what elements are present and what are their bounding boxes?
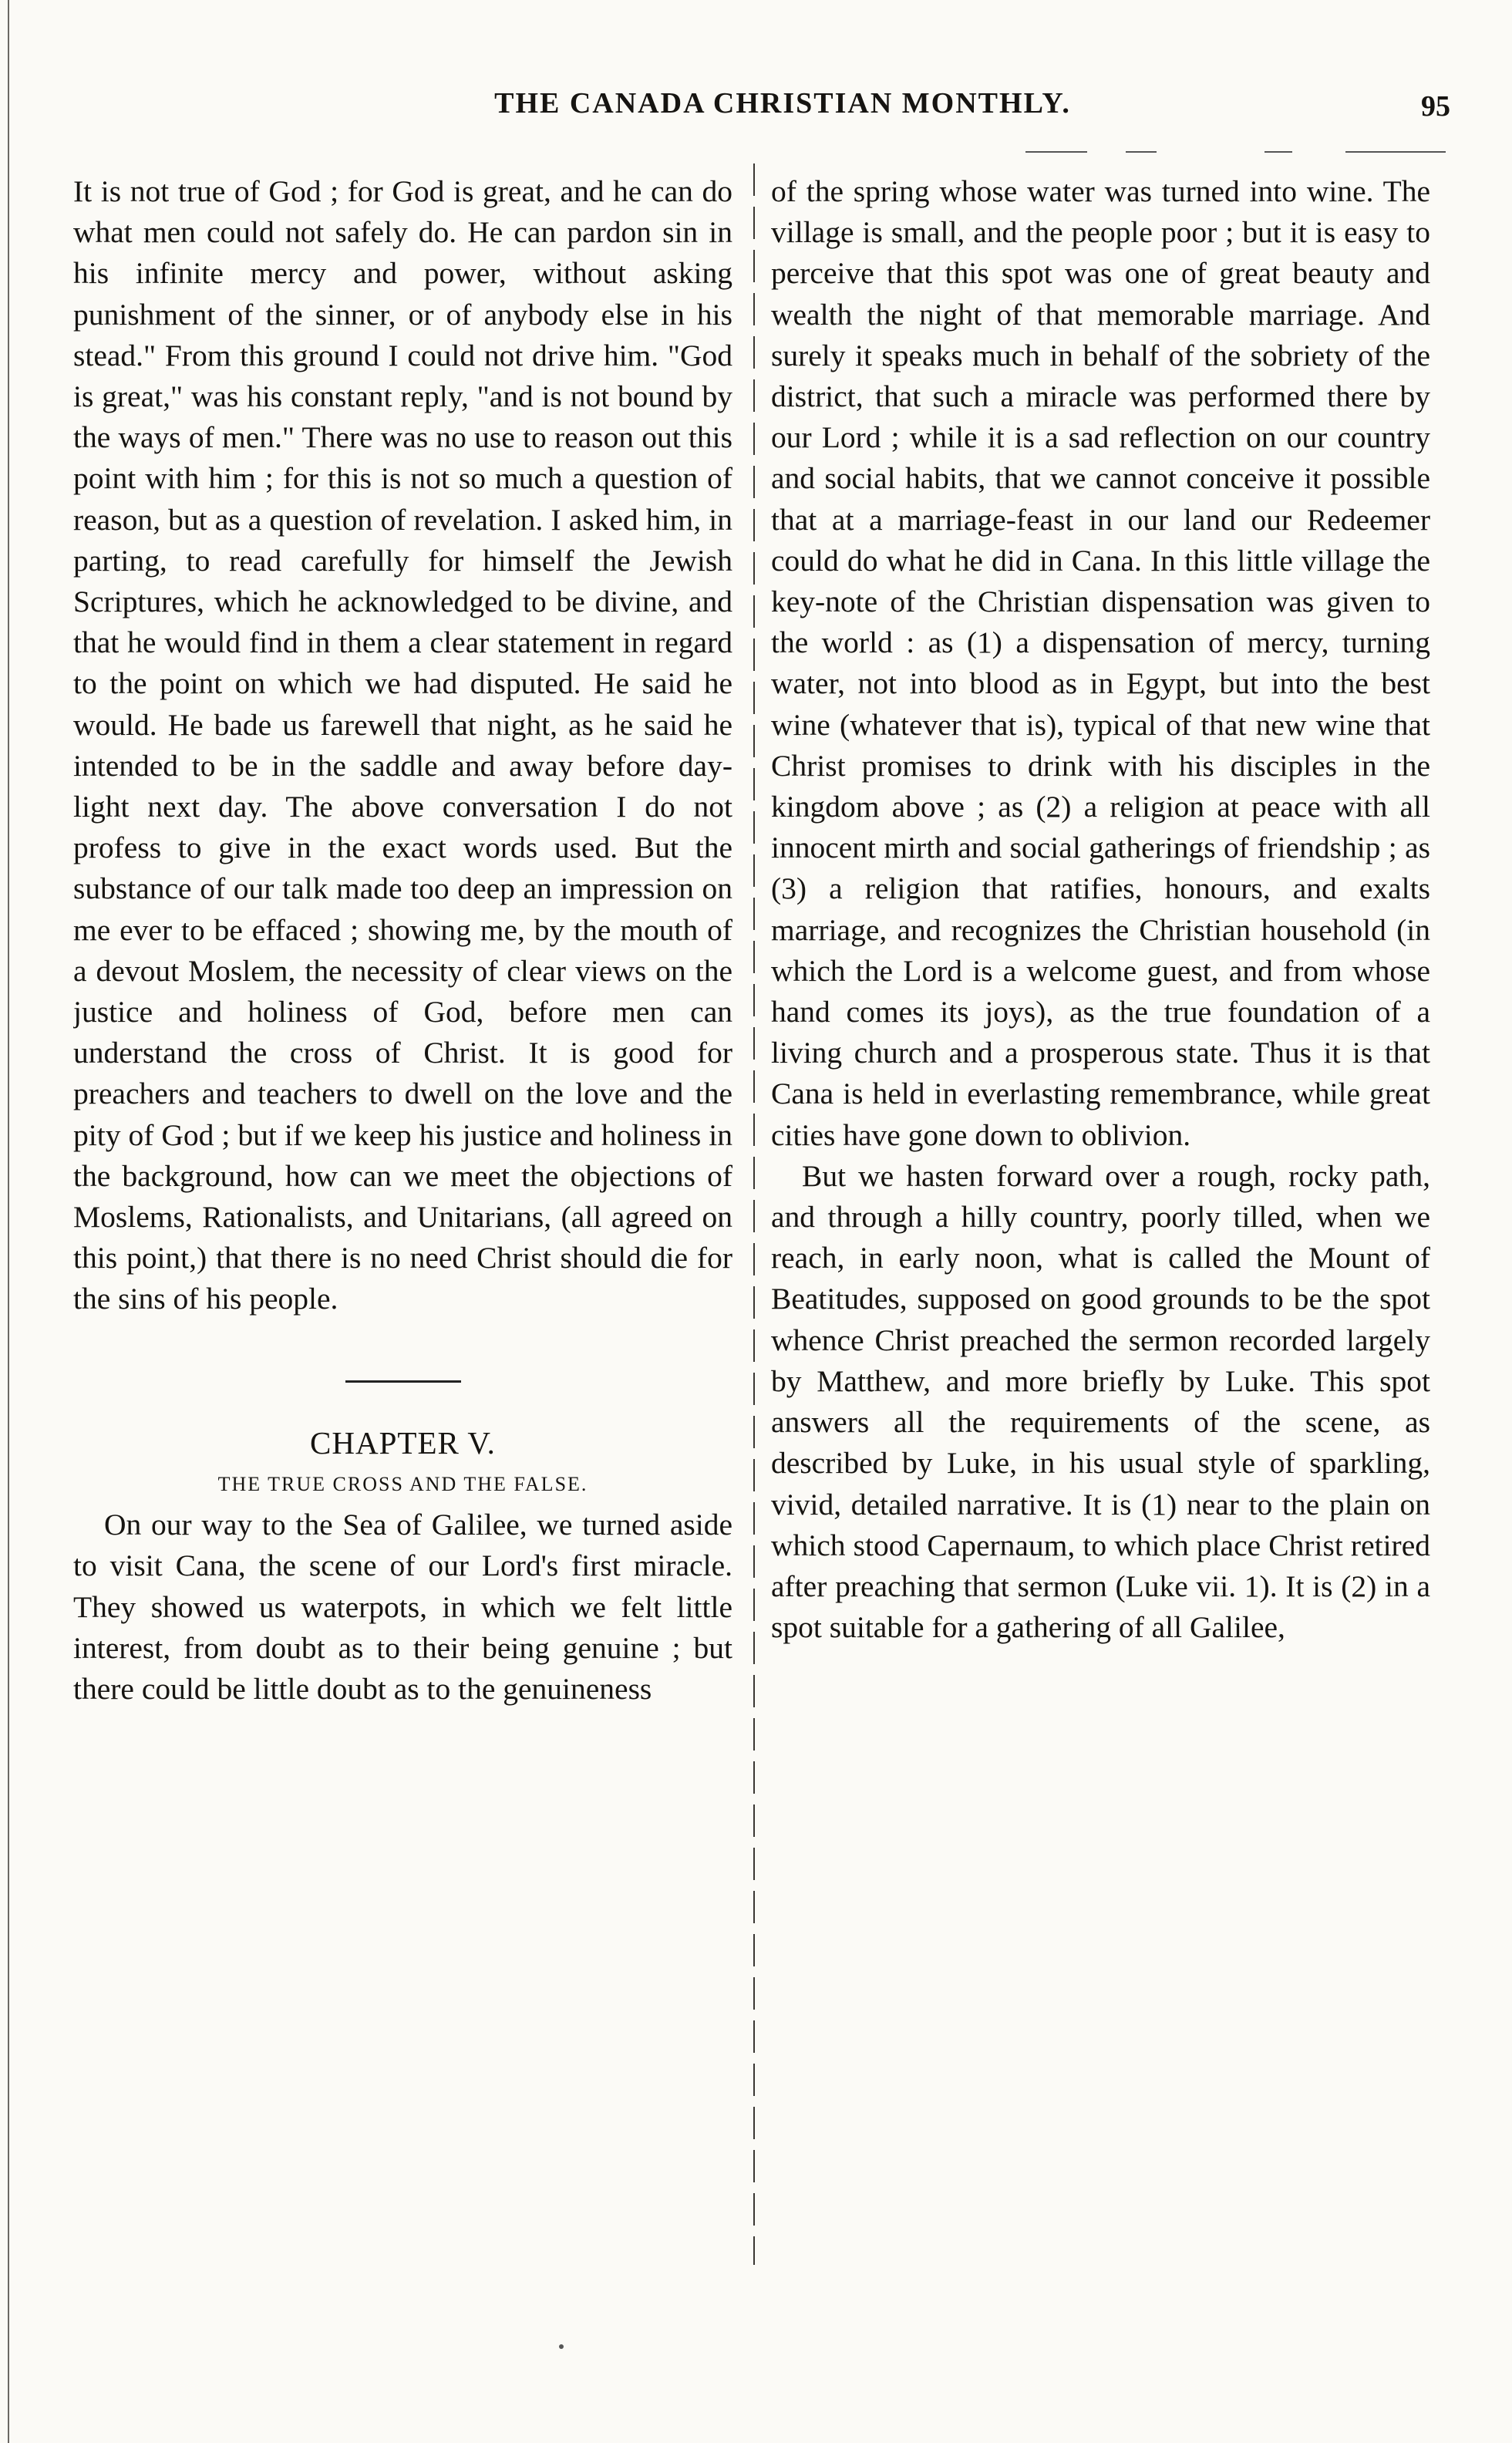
header-dash-rule (1345, 151, 1446, 153)
page-number: 95 (1421, 90, 1450, 123)
chapter-subtitle: THE TRUE CROSS AND THE FALSE. (217, 1472, 588, 1495)
left-column (73, 171, 732, 2408)
body-paragraph: of the spring whose water was turned into wine. The village is small, and the people poor ; but it is easy to perceive that this spot was one of great beauty and wealth the night of that memorable marriage. And surely it speaks much in behalf of the sobriety of the district, that such a miracle was performed there by our Lord ; while it is a sad reflection on our country and social habits, that we cannot conceive it possible that at a marriage-feast in our land our Redeemer could do what he did in Cana. In this little village the key-note of the Christian dispensation was given to the world : as (1) a dispensation of mercy, turning water, not into blood as in Egypt, but into the best wine (whatever that is), typical of that new wine that Christ promises to drink with his disciples in the kingdom above ; as (2) a religion at peace with all innocent mirth and social gatherings of friendship ; as (3) a religion that ratifies, honours, and exalts marriage, and recognizes the Christian household (in which the Lord is a welcome guest, and from whose hand comes its joys), as the true foundation of a living church and a prosperous state. Thus it is that Cana is held in everlasting remembrance, while great cities have gone down to oblivion. (771, 174, 1430, 1152)
right-column (771, 171, 1430, 2408)
running-title: THE CANADA CHRISTIAN MONTHLY. (494, 87, 1071, 120)
header-dash-rule (1264, 151, 1292, 153)
header-dash-rule (1025, 151, 1087, 153)
header-dash-rule (1126, 151, 1157, 153)
section-divider (345, 1380, 461, 1383)
binding-edge-rule (8, 0, 9, 2443)
body-paragraph: But we hasten forward over a rough, rocky path, and through a hilly country, poorly tilled, when we reach, in early noon, what is called the Mount of Beatitudes, supposed on good grounds to be the spot whence Christ preached the sermon recorded largely by Matthew, and more briefly by Luke. This spot answers all the requirements of the scene, as described by Luke, in his usual style of sparkling, vivid, detailed narrative. It is (1) near to the plain on which stood Capernaum, to which place Christ retired after preaching that sermon (Luke vii. 1). It is (2) in a spot suitable for a gathering of all Galilee, (771, 1158, 1430, 1645)
print-speck (559, 2344, 564, 2349)
body-paragraph: On our way to the Sea of Galilee, we turned aside to visit Cana, the scene of our Lord's first miracle. They showed us waterpots, in which we felt little interest, from doubt as to their being genuine ; but there could be little doubt as to the genuineness (73, 1508, 732, 1706)
column-divider (753, 163, 755, 2265)
chapter-title: CHAPTER V. (310, 1424, 496, 1461)
body-paragraph: It is not true of God ; for God is great, and he can do what men could not safely do. He can pardon sin in his infinite mercy and power, without asking punishment of the sinner, or of anybody else in his stead." From this ground I could not drive him. "God is great," was his constant reply, "and is not bound by the ways of men." There was no use to reason out this point with him ; for this is not so much a question of reason, but as a question of revelation. I asked him, in parting, to read carefully for himself the Jewish Scriptures, which he acknowledged to be divine, and that he would find in them a clear statement in regard to the point on which we had disputed. He said he would. He bade us farewell that night, as he said he intended to be in the saddle and away before day-light next day. The above conversation I do not profess to give in the exact words used. But the substance of our talk made too deep an impression on me ever to be effaced ; showing me, by the mouth of a devout Moslem, the necessity of clear views on the justice and holiness of God, before men can understand the cross of Christ. It is good for preachers and teachers to dwell on the love and the pity of God ; but if we keep his justice and holiness in the background, how can we meet the objections of Moslems, Rationalists, and Unitarians, (all agreed on this point,) that there is no need Christ should die for the sins of his people. (73, 174, 732, 1316)
